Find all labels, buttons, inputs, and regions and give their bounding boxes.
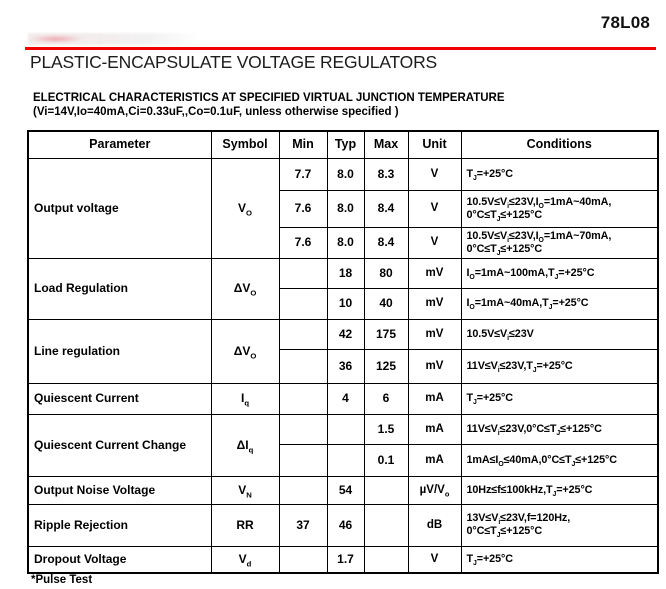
conditions-cell: $I_O=1mA\sim 100mA,T_J=+25^\circ C$	[461, 258, 658, 288]
max-cell	[364, 476, 408, 504]
watermark-logo	[28, 33, 203, 45]
parameter-cell: Line regulation	[28, 319, 211, 383]
typ-cell	[327, 444, 364, 476]
part-number: 78L08	[600, 13, 650, 32]
electrical-characteristics-table	[27, 130, 659, 574]
conditions-cell: $1mA\le I_O\le 40mA,0^\circ C\le T_J\le+125^\circ C$	[461, 444, 658, 476]
typ-cell: 46	[327, 504, 364, 546]
max-cell: 8.3	[364, 158, 408, 190]
header-rule	[25, 47, 656, 50]
min-cell	[279, 258, 327, 288]
table-body	[28, 158, 658, 573]
max-cell	[364, 504, 408, 546]
typ-cell: 8.0	[327, 227, 364, 258]
conditions-cell: $11V\le V_i\le 23V,T_J=+25^\circ C$	[461, 349, 658, 383]
table-row	[28, 546, 658, 573]
unit-cell: mV	[408, 258, 461, 288]
unit-cell: V	[408, 158, 461, 190]
typ-cell: 42	[327, 319, 364, 349]
min-cell	[279, 414, 327, 444]
min-cell: 7.6	[279, 227, 327, 258]
typ-cell: 18	[327, 258, 364, 288]
pulse-test-footnote: *Pulse Test	[31, 574, 93, 586]
typ-cell: 36	[327, 349, 364, 383]
column-header-unit: Unit	[408, 131, 461, 158]
unit-cell: mA	[408, 383, 461, 414]
table-row	[28, 158, 658, 190]
symbol-cell: $V_N$	[211, 476, 279, 504]
parameter-cell: Quiescent Current	[28, 383, 211, 414]
column-header-parameter: Parameter	[28, 131, 211, 158]
conditions-cell: $13V\le V_i\le 23V,f=120Hz$, $0^\circ C\le T_J\le+125^\circ C$	[461, 504, 658, 546]
unit-cell: mV	[408, 349, 461, 383]
typ-cell: 8.0	[327, 190, 364, 227]
max-cell: 80	[364, 258, 408, 288]
min-cell	[279, 476, 327, 504]
min-cell: 37	[279, 504, 327, 546]
conditions-cell: $T_J=+25^\circ C$	[461, 383, 658, 414]
max-cell: 8.4	[364, 190, 408, 227]
column-header-min: Min	[279, 131, 327, 158]
conditions-cell: $T_J=+25^\circ C$	[461, 158, 658, 190]
symbol-cell: $\Delta V_O$	[211, 319, 279, 383]
parameter-cell: Output Noise Voltage	[28, 476, 211, 504]
table-row	[28, 504, 658, 546]
conditions-cell: $10.5V\le V_i\le 23V,I_O=1mA\sim 40mA$, $0^\circ C\le T_J\le+125^\circ C$	[461, 190, 658, 227]
min-cell	[279, 288, 327, 319]
table-row	[28, 258, 658, 288]
conditions-cell: $11V\le V_i\le 23V,0^\circ C\le T_J\le+125^\circ C$	[461, 414, 658, 444]
column-header-conditions: Conditions	[461, 131, 658, 158]
table-row	[28, 414, 658, 444]
conditions-cell: $I_O=1mA\sim 40mA,T_J=+25^\circ C$	[461, 288, 658, 319]
table-header	[28, 131, 658, 158]
max-cell: 6	[364, 383, 408, 414]
max-cell: 8.4	[364, 227, 408, 258]
parameter-cell: Output voltage	[28, 158, 211, 258]
parameter-cell: Dropout Voltage	[28, 546, 211, 573]
unit-cell: dB	[408, 504, 461, 546]
parameter-cell: Load Regulation	[28, 258, 211, 319]
min-cell	[279, 349, 327, 383]
column-header-typ: Typ	[327, 131, 364, 158]
symbol-cell: $I_q$	[211, 383, 279, 414]
symbol-cell: $V_d$	[211, 546, 279, 573]
unit-cell: V	[408, 227, 461, 258]
min-cell: 7.6	[279, 190, 327, 227]
unit-cell: mV	[408, 288, 461, 319]
symbol-cell: $\Delta I_q$	[211, 414, 279, 476]
max-cell: 0.1	[364, 444, 408, 476]
conditions-cell: $10Hz\le f\le 100kHz,T_J=+25^\circ C$	[461, 476, 658, 504]
parameter-cell: Quiescent Current Change	[28, 414, 211, 476]
min-cell	[279, 444, 327, 476]
min-cell	[279, 319, 327, 349]
symbol-cell: RR	[211, 504, 279, 546]
min-cell	[279, 546, 327, 573]
unit-cell: mA	[408, 444, 461, 476]
table-row	[28, 319, 658, 349]
section-heading: ELECTRICAL CHARACTERISTICS AT SPECIFIED VIRTUAL JUNCTION TEMPERATURE	[33, 92, 505, 104]
min-cell	[279, 383, 327, 414]
typ-cell: 8.0	[327, 158, 364, 190]
section-subheading: (Vi=14V,Io=40mA,Ci=0.33uF,,Co=0.1uF, unless otherwise specified )	[33, 106, 399, 118]
parameter-cell: Ripple Rejection	[28, 504, 211, 546]
table-row	[28, 476, 658, 504]
max-cell	[364, 546, 408, 573]
conditions-cell: $10.5V\le V_i\le 23V,I_O=1mA\sim 70mA$, $0^\circ C\le T_J\le+125^\circ C$	[461, 227, 658, 258]
column-header-symbol: Symbol	[211, 131, 279, 158]
conditions-cell: $T_J=+25^\circ C$	[461, 546, 658, 573]
max-cell: 40	[364, 288, 408, 319]
typ-cell	[327, 414, 364, 444]
max-cell: 175	[364, 319, 408, 349]
unit-cell: mA	[408, 414, 461, 444]
typ-cell: 54	[327, 476, 364, 504]
max-cell: 125	[364, 349, 408, 383]
unit-cell: mV	[408, 319, 461, 349]
typ-cell: 4	[327, 383, 364, 414]
unit-cell: V	[408, 190, 461, 227]
unit-cell: $\mu V/V_o$	[408, 476, 461, 504]
min-cell: 7.7	[279, 158, 327, 190]
typ-cell: 10	[327, 288, 364, 319]
column-header-max: Max	[364, 131, 408, 158]
typ-cell: 1.7	[327, 546, 364, 573]
conditions-cell: $10.5V\le V_i\le 23V$	[461, 319, 658, 349]
header-row	[28, 131, 658, 158]
symbol-cell: $\Delta V_O$	[211, 258, 279, 319]
symbol-cell: $V_O$	[211, 158, 279, 258]
table-row	[28, 383, 658, 414]
unit-cell: V	[408, 546, 461, 573]
page-title: PLASTIC-ENCAPSULATE VOLTAGE REGULATORS	[30, 52, 437, 72]
max-cell: 1.5	[364, 414, 408, 444]
